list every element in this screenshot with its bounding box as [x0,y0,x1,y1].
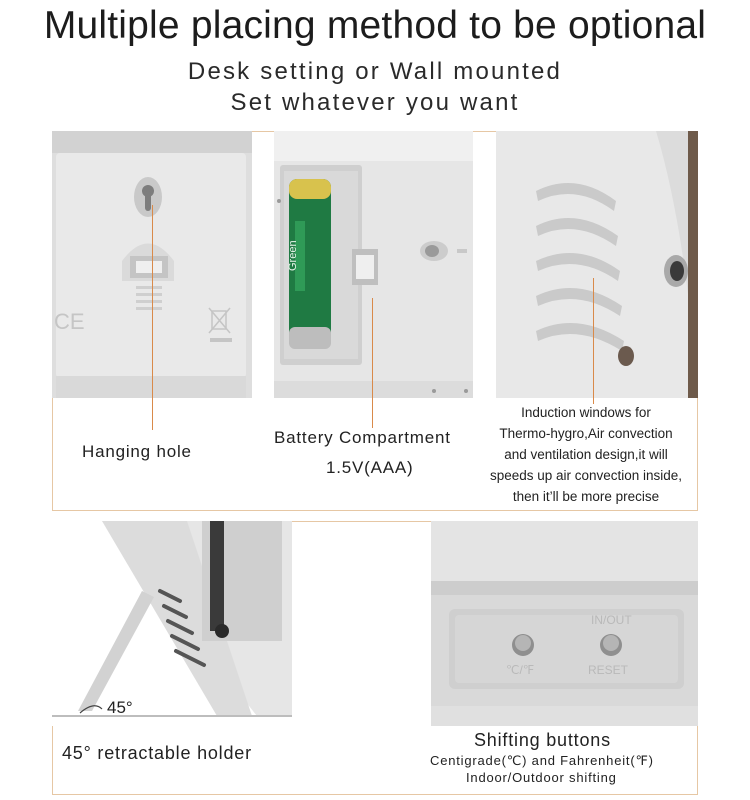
hanging-hole-label: Hanging hole [82,442,192,461]
induction-line-1: Induction windows for [521,405,651,420]
button-right-bottom-marking: RESET [588,663,629,677]
shifting-buttons-photo [431,521,698,726]
retractable-holder-photo [52,521,292,726]
subtitle-line-2: Set whatever you want [230,89,520,116]
shifting-buttons-illustration [431,521,698,726]
shifting-buttons-line-2: Indoor/Outdoor shifting [466,770,617,785]
retractable-holder-illustration [52,521,292,726]
retractable-holder-label: 45° retractable holder [62,743,252,763]
holder-angle-label: 45° [107,698,133,717]
battery-leader-line [372,298,373,428]
subtitle-line-1: Desk setting or Wall mounted [187,58,563,85]
shifting-buttons-label: Shifting buttons [474,730,611,750]
button-right-top-marking: IN/OUT [591,613,632,627]
battery-compartment-label: Battery Compartment [274,428,451,447]
page-title: Multiple placing method to be optional [43,4,707,47]
induction-windows-illustration [496,131,698,398]
induction-line-5: then it’ll be more precise [512,489,660,504]
induction-line-2: Thermo-hygro,Air convection [499,426,673,441]
battery-brand-text: Green [287,240,299,271]
induction-line-3: and ventilation design,it will [504,447,668,462]
ce-mark: CE [54,309,85,334]
shifting-buttons-line-1: Centigrade(℃) and Fahrenheit(℉) [430,753,654,768]
battery-compartment-photo [274,131,473,398]
induction-windows-photo [496,131,698,398]
induction-description [474,402,698,507]
hanging-hole-leader-line [152,205,153,430]
button-left-marking: ℃/℉ [506,663,535,677]
battery-spec-label: 1.5V(AAA) [326,458,414,477]
battery-compartment-illustration [274,131,473,398]
induction-leader-line [593,278,594,404]
induction-line-4: speeds up air convection inside, [489,468,683,483]
